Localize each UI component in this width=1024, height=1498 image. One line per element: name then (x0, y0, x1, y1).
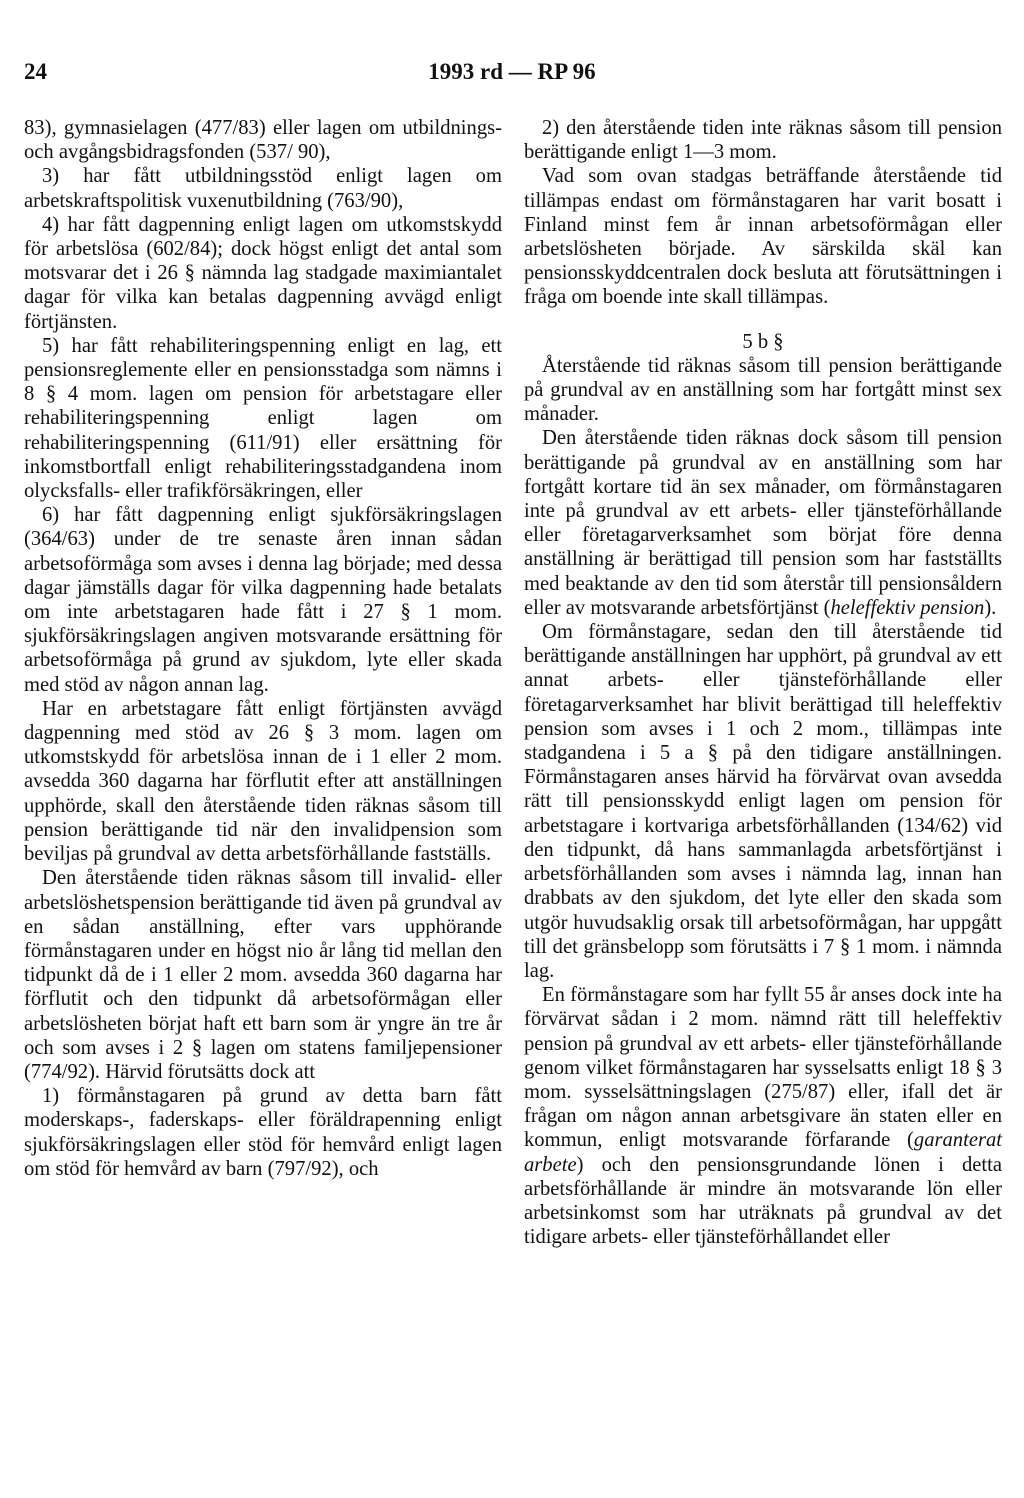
text-run: En förmånstagare som har fyllt 55 år anses dock inte ha förvärvat sådan i 2 mom. nämnd rätt till heleffektiv pension på grundval av ett arbets- eller tjänsteförhållande genom vilket förmånstagaren har sysselsatts enligt 18 § 3 mom. sysselsättningslagen (275/87) eller, ifall det är frågan om någon annan arbetsgivare än staten eller en kommun, enligt motsvarande förfarande ( (524, 984, 1002, 1152)
paragraph (524, 983, 1002, 1249)
paragraph: Om förmånstagare, sedan den till återstående tid berättigande anställningen har upphört, på grundval av ett annat arbets- eller tjänsteförhållande eller företagarverksamhet har blivit berättigad till heleffektiv pension som avses i 1 och 2 mom., tillämpas inte stadgandena i 5 a § på den tidigare anställningen. Förmånstagaren anses härvid ha förvärvat ovan avsedda rätt till pensionsskydd enligt lagen om pension för arbetstagare i kortvariga arbetsförhållanden (134/62) vid den tidpunkt, då hans sammanlagda arbetsförtjänst i arbetsförhållanden som avses i nämnda lag, innan han drabbats av den sjukdom, det lyte eller den skada som utgör huvudsaklig orsak till arbetsoförmågan, har uppgått till det gränsbelopp som förutsätts i 7 § 1 mom. i nämnda lag. (524, 621, 1002, 982)
page-number: 24 (24, 59, 47, 84)
paragraph: Den återstående tiden räknas såsom till invalid- eller arbetslöshetspension berättigande tid även på grundval av en sådan anställning, efter vars upphörande förmånstagaren under en högst nio år lång tid mellan den tidpunkt då de i 1 eller 2 mom. avsedda 360 dagarna har förflutit och den tidpunkt då arbetsoförmågan eller arbetslösheten börjat haft ett barn som är yngre än tre år och som avses i 2 § lagen om statens familjepensioner (774/92). Härvid förutsätts dock att (24, 867, 502, 1083)
paragraph: 2) den återstående tiden inte räknas såsom till pension berättigande enligt 1—3 mom. (524, 117, 1002, 164)
paragraph: 1) förmånstagaren på grund av detta barn fått moderskaps-, faderskaps- eller föräldrapenning enligt sjukförsäkringslagen eller stöd för hemvård enligt lagen om stöd för hemvård av barn (797/92), och (24, 1085, 502, 1180)
paragraph: 3) har fått utbildningsstöd enligt lagen om arbetskraftspolitisk vuxenutbildning (763/90), (24, 165, 502, 212)
text-run: ). (984, 596, 997, 619)
running-header: 1993 rd — RP 96 (428, 59, 596, 84)
italic-term: garanterat arbete (524, 1129, 1002, 1176)
paragraph: Vad som ovan stadgas beträffande återstående tid tillämpas endast om förmånstagaren har varit bosatt i Finland minst fem år innan arbetsoförmågan eller arbetslösheten började. Av särskilda skäl kan pensionsskyddcentralen dock besluta att förutsättningen i fråga om boende inte skall tillämpas. (524, 165, 1002, 309)
right-column (524, 116, 1002, 1249)
italic-term: heleffektiv pension (830, 596, 985, 619)
paragraph: 4) har fått dagpenning enligt lagen om utkomstskydd för arbetslösa (602/84); dock högst enligt det antal som motsvarar det i 26 § nämnda lag stadgade maximiantalet dagar för vilka kan betalas dagpenning avvägd enligt förtjänsten. (24, 213, 502, 333)
paragraph: 6) har fått dagpenning enligt sjukförsäkringslagen (364/63) under de tre senaste åren innan sådan arbetsoförmåga som avses i denna lag började; med dessa dagar jämställs dagar för vilka dagpenning hade betalats om inte arbetstagaren hade fått i 27 § 1 mom. sjukförsäkringslagen angiven motsvarande ersättning för arbetsoförmåga på grund av sjukdom, lyte eller skada med stöd av någon annan lag. (24, 504, 502, 696)
text-run: Den återstående tiden räknas dock såsom till pension berättigande på grundval av en anställning som har fortgått kortare tid än sex månader, om förmånstagaren inte på grundval av ett arbets- eller tjänsteförhållande eller företagarverksamhet som börjat före denna anställning är berättigad till pension som har fastställts med beaktande av den tid som återstår till pensionsåldern eller av motsvarande arbetsförtjänst ( (524, 427, 1002, 619)
paragraph: 5) har fått rehabiliteringspenning enligt en lag, ett pensionsreglemente eller en pensionsstadga som nämns i 8 § 4 mom. lagen om pension för arbetstagare eller rehabiliteringspenning enligt lagen om rehabiliteringspenning (611/91) eller ersättning för inkomstbortfall enligt rehabiliteringsstadgandena inom olycksfalls- eller trafikförsäkringen, eller (24, 334, 502, 503)
left-column (24, 116, 502, 1181)
paragraph: Återstående tid räknas såsom till pension berättigande på grundval av en anställning som har fortgått minst sex månader. (524, 354, 1002, 426)
paragraph: 83), gymnasielagen (477/83) eller lagen om utbildnings- och avgångsbidragsfonden (537/ 90), (24, 117, 502, 164)
text-run: ) och den pensionsgrundande lönen i detta arbetsförhållande är mindre än motsvarande lön eller arbetsinkomst som har uträknats på grundval av det tidigare arbets- eller tjänsteförhållandet eller (524, 1153, 1002, 1249)
section-heading: 5 b § (742, 330, 784, 353)
paragraph (524, 426, 1002, 620)
paragraph: Har en arbetstagare fått enligt förtjänsten avvägd dagpenning med stöd av 26 § 3 mom. lagen om utkomstskydd för arbetslösa innan de i 1 eller 2 mom. avsedda 360 dagarna har förflutit efter att anställningen upphörde, skall den återstående tiden räknas såsom till pension berättigande tid när den invalidpension som beviljas på grundval av detta arbetsförhållande fastställs. (24, 697, 502, 866)
